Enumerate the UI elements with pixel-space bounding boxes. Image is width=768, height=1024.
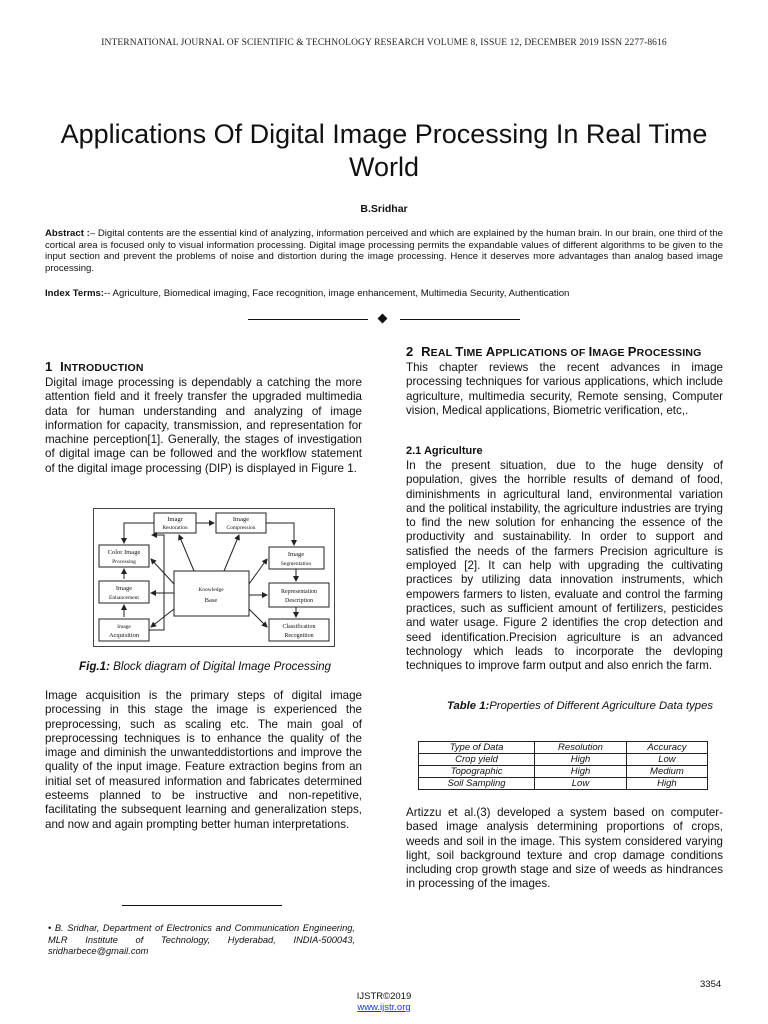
agriculture-paragraph: In the present situation, due to the huge density of population, gives the horrible results of demand of food, diminishments in agricultural land, environmental variation and the political instability, the agriculture industries are trying to find the new solution for enhancing the essence of the productivity and sustainability. In order to support and satisfied the needs of the farmers Precision agriculture is employed [2]. It can help with upgrading the cultivating practices by utilizing data innovation instruments, which empowers farmers to listen, evaluate and control the farming practices, such as sufficient amount of fertilizers, pesticides and water usage. Figure 2 identifies the crop detection and seed identification.Precision agriculture is an advanced technology which leads to incorporate the devloping techniques to improve farm output and also enrich the farm. (406, 459, 723, 673)
author-affiliation-footnote: • B. Sridhar, Department of Electronics and Communication Engineering, MLR Institute of Technology, Hyderabad, INDIA-500043, sridharbece@gmail.com (48, 923, 355, 956)
figure-1-block-diagram (93, 508, 335, 647)
artizzu-paragraph: Artizzu et al.(3) developed a system based on computer-based image analysis determining proportions of crops, weeds and soil in the image. This system considered varying light, soil background texture and crop damage conditions including crop growth stage and size of weeds as hindrances in processing of the images. (406, 806, 723, 891)
copyright-text: IJSTR©2019 (356, 991, 412, 1002)
paper-title: Applications Of Digital Image Processing In Real Time World (60, 119, 708, 182)
label-classification-2: Recognition (284, 633, 314, 639)
subsection-2-1-heading: 2.1 Agriculture (406, 445, 483, 457)
table-row (419, 766, 708, 778)
footnote-rule (122, 905, 282, 906)
section-separator (248, 312, 520, 326)
label-knowledge-2: Base (204, 597, 218, 604)
label-segmentation-1: Image (287, 551, 305, 558)
table-header-cell: Type of Data (419, 742, 535, 754)
table-cell: Medium (626, 766, 707, 778)
agriculture-data-table (418, 741, 708, 790)
label-color-2: Processing (112, 559, 136, 565)
journal-header: INTERNATIONAL JOURNAL OF SCIENTIFIC & TECHNOLOGY RESEARCH VOLUME 8, ISSUE 12, DECEMBER 2019 ISSN 2277-8616 (101, 38, 667, 48)
table-cell: Low (626, 754, 707, 766)
page-number: 3354 (700, 979, 722, 990)
index-terms (45, 288, 723, 300)
label-color-1: Color Image (107, 549, 141, 556)
figure-1-caption: Fig.1: Block diagram of Digital Image Processing (79, 660, 331, 673)
label-classification-1: Classification (282, 624, 316, 630)
abstract-text: – Digital contents are the essential kind of analyzing, information perceived and which are explained by the human brain. In our brain, one third of the cortical area is focused only to visual information processing. Digital image processing permits the expandable values of different algorithms to be given to the input section and prevent the problems of noise and distortion during the image processing. Hence it deserves more advantages than analog based image processing. (45, 228, 723, 275)
label-segmentation-2: Segmentation (280, 561, 312, 567)
separator-line-left (248, 319, 368, 320)
table-cell: Topographic (419, 766, 535, 778)
label-restoration-1: Imagr (167, 516, 183, 523)
section2-heading: 2 REAL TIME APPLICATIONS OF IMAGE PROCESSING (406, 344, 702, 359)
table-cell: Crop yield (419, 754, 535, 766)
label-representation-1: Representation (281, 589, 317, 595)
index-terms-text: -- Agriculture, Biomedical imaging, Face recognition, image enhancement, Multimedia Security, Authentication (104, 288, 570, 299)
abstract (45, 228, 723, 275)
label-acquisition-1: Image (117, 624, 131, 630)
table-cell: Soil Sampling (419, 778, 535, 790)
label-knowledge-1: Knowledge (198, 587, 224, 593)
dip-block-diagram (94, 509, 334, 646)
label-enhancement-2: Enhancement (109, 595, 139, 601)
label-restoration-2: Restoration (162, 525, 188, 531)
section1-heading: 1 INTRODUCTION (45, 359, 144, 374)
label-representation-2: Description (285, 598, 313, 604)
label-enhancement-1: Image (115, 585, 133, 592)
separator-line-right (400, 319, 520, 320)
section1-paragraph-2: Image acquisition is the primary steps of digital image processing in this stage the image is experienced the preprocessing, such as scaling etc. The main goal of preprocessing techniques is to enhance the quality of the image and diminish the unwanteddistortions and improve the quality of the input image. Feature extraction begins from an initial set of measured information and fabricates determined esteems planned to be instructive and non-repetitive, facilitating the subsequent learning and generalization steps, and now and again prompting better human interpretations. (45, 689, 362, 831)
table-row (419, 778, 708, 790)
table-cell: High (626, 778, 707, 790)
label-compression-1: Image (232, 516, 250, 523)
table-cell: Low (535, 778, 627, 790)
table-cell: High (535, 754, 627, 766)
section1-paragraph-1: Digital image processing is dependably a catching the more attention field and it freely transfer the upgraded multimedia data for human understanding and analyzing of image information for capacity, transmission, and representation for machine perception[1]. Generally, the stages of investigation of digital image can be followed and the workflow statement of the digital image processing (DIP) is displayed in Figure 1. (45, 376, 362, 475)
table-1-caption: Table 1:Properties of Different Agriculture Data types (446, 700, 714, 712)
separator-diamond-icon (378, 314, 388, 324)
table-header-row (419, 742, 708, 754)
table-cell: High (535, 766, 627, 778)
table-header-cell: Accuracy (626, 742, 707, 754)
website-link[interactable]: www.ijstr.org (357, 1002, 411, 1013)
abstract-label: Abstract : (45, 228, 90, 239)
index-terms-label: Index Terms: (45, 288, 105, 299)
box-knowledge-base (174, 571, 249, 616)
label-acquisition-2: Acquisition (108, 632, 140, 639)
table-header-cell: Resolution (535, 742, 627, 754)
table-row (419, 754, 708, 766)
label-compression-2: Compression (226, 525, 256, 531)
author-name: B.Sridhar (360, 203, 408, 215)
section2-intro: This chapter reviews the recent advances in image processing techniques for various applications, which include agriculture, multimedia security, Remote sensing, Computer vision, Medical applications, Biometric verification, etc,. (406, 361, 723, 417)
